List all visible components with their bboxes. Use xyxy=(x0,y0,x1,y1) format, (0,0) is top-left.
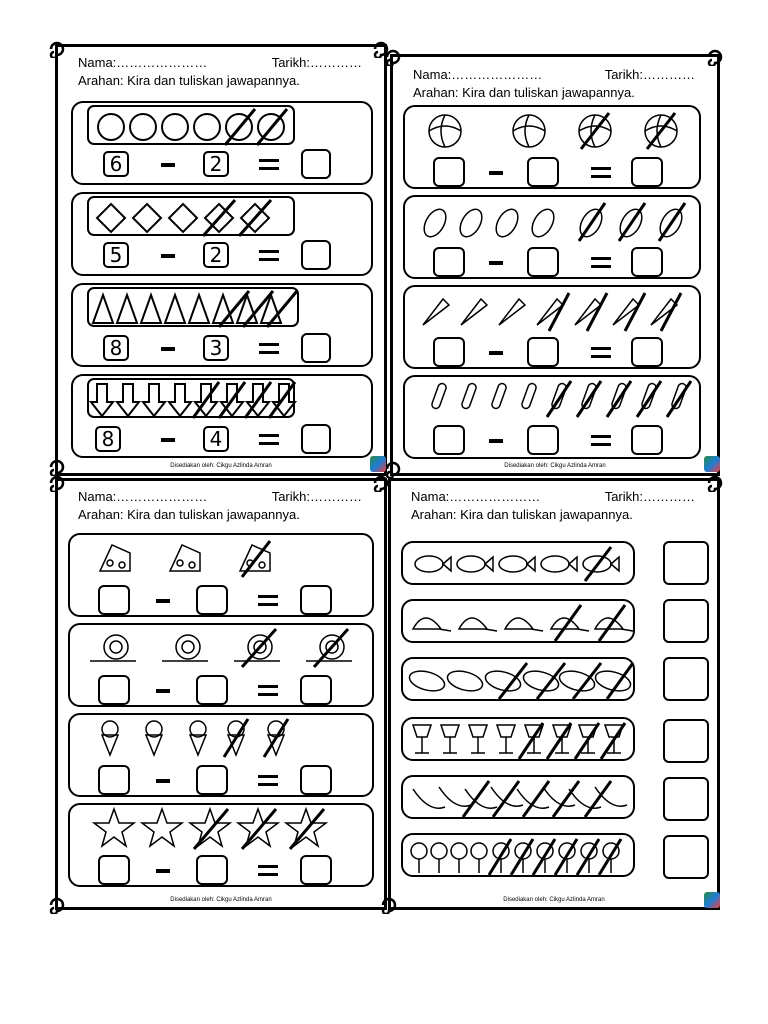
minus-sign xyxy=(161,163,175,167)
worksheet-2 xyxy=(390,54,720,476)
footer-credit: Disediakan oleh: Cikgu Azlinda Amran xyxy=(170,463,272,469)
star-icons xyxy=(70,805,376,849)
footer-credit: Disediakan oleh: Cikgu Azlinda Amran xyxy=(503,897,605,903)
question-row-1 xyxy=(403,105,701,189)
equals-sign xyxy=(258,685,278,696)
equals-sign xyxy=(591,167,611,178)
answer-box[interactable] xyxy=(300,675,332,705)
minus-sign xyxy=(489,351,503,355)
character-sticker-icon xyxy=(704,892,720,908)
arrows-group xyxy=(89,380,297,420)
answer-box[interactable] xyxy=(300,585,332,615)
character-sticker-icon xyxy=(370,456,386,472)
answer-box[interactable] xyxy=(631,337,663,367)
question-row-4 xyxy=(403,375,701,459)
swirl-corner-icon xyxy=(48,40,66,58)
total-answer-box[interactable] xyxy=(98,585,130,615)
equals-sign xyxy=(258,865,278,876)
minus-sign xyxy=(161,347,175,351)
equals-sign xyxy=(259,250,279,261)
name-field-label: Nama:………………… xyxy=(413,67,543,82)
answer-box-5[interactable] xyxy=(663,777,709,821)
lamp-icons xyxy=(403,719,637,763)
total-number-box: 8 xyxy=(95,426,121,452)
total-answer-box[interactable] xyxy=(98,675,130,705)
subtract-answer-box[interactable] xyxy=(527,425,559,455)
diamonds-group xyxy=(89,198,297,238)
swirl-corner-icon xyxy=(384,48,402,66)
equals-sign xyxy=(259,434,279,445)
swirl-corner-icon xyxy=(706,474,724,492)
answer-box[interactable] xyxy=(300,765,332,795)
swirl-corner-icon xyxy=(380,896,398,914)
answer-box[interactable] xyxy=(300,855,332,885)
name-field-label: Nama:………………… xyxy=(411,489,541,504)
triangles-group xyxy=(89,289,301,329)
total-answer-box[interactable] xyxy=(433,157,465,187)
shapes-frame xyxy=(87,287,299,327)
cheese-icons xyxy=(70,535,376,579)
worksheet-header xyxy=(411,489,703,522)
instructions: Arahan: Kira dan tuliskan jawapannya. xyxy=(78,73,300,88)
swirl-corner-icon xyxy=(48,474,66,492)
answer-box[interactable] xyxy=(631,425,663,455)
equals-sign xyxy=(258,595,278,606)
answer-box[interactable] xyxy=(301,149,331,179)
subtract-answer-box[interactable] xyxy=(196,765,228,795)
worksheet-1 xyxy=(55,44,387,476)
total-number-box: 5 xyxy=(103,242,129,268)
subtract-answer-box[interactable] xyxy=(527,157,559,187)
fish-icons xyxy=(403,543,637,587)
total-answer-box[interactable] xyxy=(433,425,465,455)
answer-box[interactable] xyxy=(301,333,331,363)
minus-sign xyxy=(156,599,170,603)
swirl-corner-icon xyxy=(706,48,724,66)
answer-box[interactable] xyxy=(301,240,331,270)
worksheet-header xyxy=(78,489,370,522)
question-row-2 xyxy=(71,192,373,276)
answer-box-1[interactable] xyxy=(663,541,709,585)
instructions: Arahan: Kira dan tuliskan jawapannya. xyxy=(413,85,635,100)
equals-sign xyxy=(591,347,611,358)
instructions: Arahan: Kira dan tuliskan jawapannya. xyxy=(411,507,633,522)
total-answer-box[interactable] xyxy=(433,337,465,367)
minus-sign xyxy=(489,261,503,265)
question-row-1 xyxy=(71,101,373,185)
subtract-number-box: 4 xyxy=(203,426,229,452)
total-answer-box[interactable] xyxy=(433,247,465,277)
swirl-corner-icon xyxy=(372,474,390,492)
subtract-answer-box[interactable] xyxy=(196,855,228,885)
equals-sign xyxy=(258,775,278,786)
equals-sign xyxy=(591,435,611,446)
subtract-answer-box[interactable] xyxy=(527,337,559,367)
balloon-icons xyxy=(403,835,637,879)
question-row-4 xyxy=(68,803,374,887)
date-field-label: Tarikh:………… xyxy=(604,489,695,504)
footer-credit: Disediakan oleh: Cikgu Azlinda Amran xyxy=(170,897,272,903)
answer-box[interactable] xyxy=(631,157,663,187)
minus-sign xyxy=(156,689,170,693)
cap-icons xyxy=(403,601,637,645)
total-number-box: 8 xyxy=(103,335,129,361)
subtract-number-box: 2 xyxy=(203,242,229,268)
ice-pop-icons xyxy=(405,377,703,421)
chili-icons xyxy=(403,777,637,821)
character-sticker-icon xyxy=(704,456,720,472)
subtract-number-box: 3 xyxy=(203,335,229,361)
minus-sign xyxy=(489,171,503,175)
question-row-1 xyxy=(401,541,635,585)
answer-box[interactable] xyxy=(631,247,663,277)
answer-box-6[interactable] xyxy=(663,835,709,879)
footer-credit: Disediakan oleh: Cikgu Azlinda Amran xyxy=(504,463,606,469)
carrot-icons xyxy=(405,287,703,331)
total-number-box: 6 xyxy=(103,151,129,177)
worksheet-header xyxy=(78,55,370,88)
name-field-label: Nama:………………… xyxy=(78,489,208,504)
eggplant-icons xyxy=(405,197,703,241)
worksheet-3 xyxy=(55,478,387,910)
answer-box-3[interactable] xyxy=(663,657,709,701)
shapes-frame xyxy=(87,105,295,145)
question-row-4 xyxy=(401,717,635,761)
minus-sign xyxy=(156,779,170,783)
snail-icons xyxy=(70,625,376,669)
answer-box-2[interactable] xyxy=(663,599,709,643)
worksheet-4 xyxy=(388,478,720,910)
answer-box[interactable] xyxy=(301,424,331,454)
equals-sign xyxy=(259,159,279,170)
date-field-label: Tarikh:………… xyxy=(271,55,362,70)
minus-sign xyxy=(161,438,175,442)
equals-sign xyxy=(259,343,279,354)
minus-sign xyxy=(156,869,170,873)
question-row-4 xyxy=(71,374,373,458)
circles-group xyxy=(89,107,297,147)
subtract-answer-box[interactable] xyxy=(527,247,559,277)
swirl-corner-icon xyxy=(48,896,66,914)
answer-box-4[interactable] xyxy=(663,719,709,763)
minus-sign xyxy=(489,439,503,443)
question-row-3 xyxy=(403,285,701,369)
date-field-label: Tarikh:………… xyxy=(604,67,695,82)
equals-sign xyxy=(591,257,611,268)
shapes-frame xyxy=(87,196,295,236)
total-answer-box[interactable] xyxy=(98,765,130,795)
subtract-number-box: 2 xyxy=(203,151,229,177)
worksheet-header xyxy=(413,67,703,100)
shapes-frame xyxy=(87,378,295,418)
question-row-5 xyxy=(401,775,635,819)
question-row-2 xyxy=(403,195,701,279)
corn-icons xyxy=(403,659,637,703)
question-row-1 xyxy=(68,533,374,617)
total-answer-box[interactable] xyxy=(98,855,130,885)
question-row-6 xyxy=(401,833,635,877)
name-field-label: Nama:………………… xyxy=(78,55,208,70)
instructions: Arahan: Kira dan tuliskan jawapannya. xyxy=(78,507,300,522)
ice-cream-cone-icons xyxy=(70,715,376,759)
question-row-3 xyxy=(71,283,373,367)
question-row-3 xyxy=(401,657,635,701)
minus-sign xyxy=(161,254,175,258)
subtract-answer-box[interactable] xyxy=(196,585,228,615)
date-field-label: Tarikh:………… xyxy=(271,489,362,504)
question-row-3 xyxy=(68,713,374,797)
question-row-2 xyxy=(401,599,635,643)
question-row-2 xyxy=(68,623,374,707)
subtract-answer-box[interactable] xyxy=(196,675,228,705)
beach-ball-icons xyxy=(405,107,703,151)
